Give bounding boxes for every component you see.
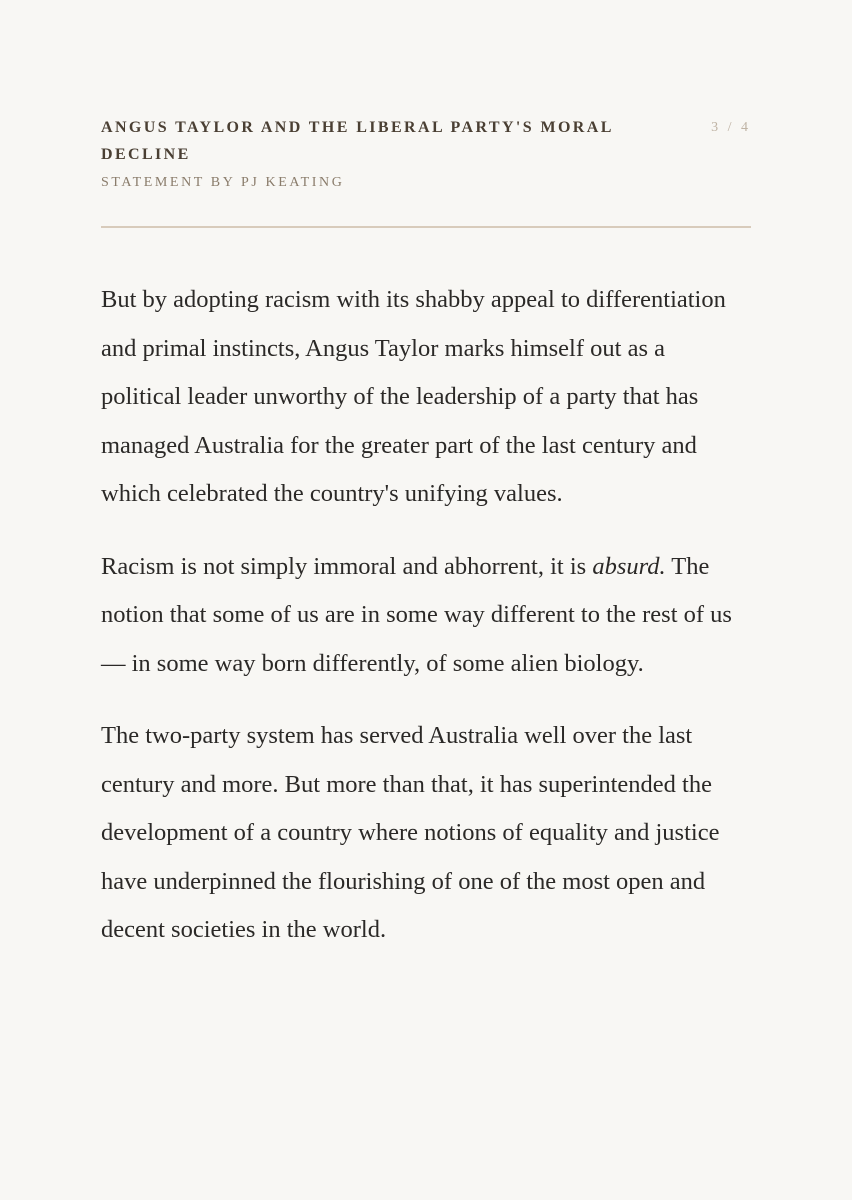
paragraph-2-text-after: The notion that some of us are in some way different to the rest of us — in some way born differently, of some alien biology. (101, 552, 732, 677)
document-page (101, 0, 751, 1200)
document-body (101, 276, 751, 979)
paragraph-2 (101, 543, 751, 689)
page-indicator: 3 / 4 (711, 120, 751, 135)
paragraph-2-text-before: Racism is not simply immoral and abhorrent, it is (101, 552, 593, 580)
document-subtitle: STATEMENT BY PJ KEATING (101, 175, 345, 190)
header-divider (101, 226, 751, 228)
document-header (101, 114, 751, 196)
paragraph-1: But by adopting racism with its shabby appeal to differentiation and primal instincts, Angus Taylor marks himself out as a political leader unworthy of the leadership of a party that has managed Australia for the greater part of the last century and which celebrated the country's unifying values. (101, 286, 726, 507)
document-title: ANGUS TAYLOR AND THE LIBERAL PARTY'S MORAL DECLINE (101, 119, 613, 163)
paragraph-3: The two-party system has served Australia well over the last century and more. But more than that, it has superintended the development of a country where notions of equality and justice have underpinned the flourishing of one of the most open and decent societies in the world. (101, 722, 720, 943)
paragraph-2-emphasis: absurd. (592, 552, 666, 580)
